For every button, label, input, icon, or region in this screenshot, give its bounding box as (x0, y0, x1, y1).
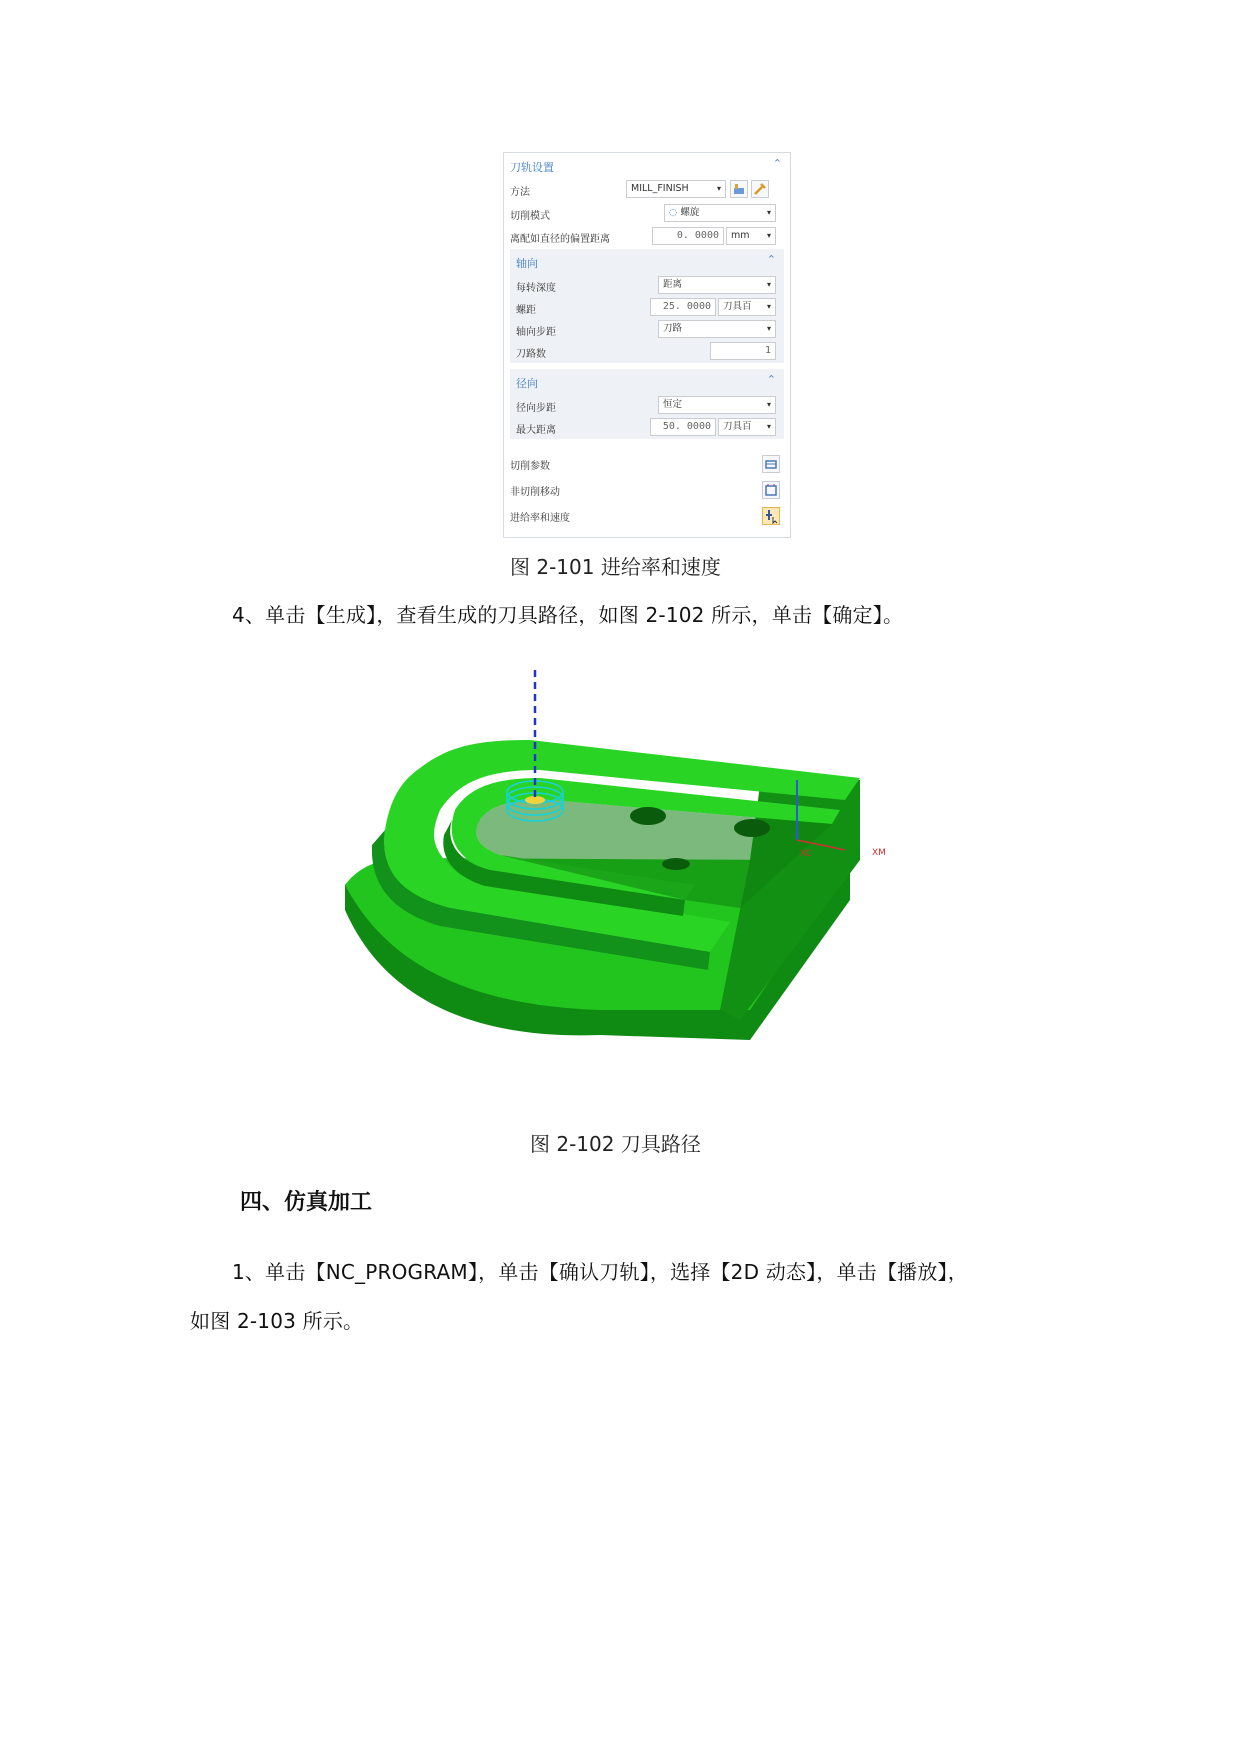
depth-per-cut-row (510, 275, 784, 297)
wrench-icon (752, 181, 768, 197)
feeds-speeds-icon (763, 508, 779, 524)
pitch-row (510, 297, 784, 319)
dropdown-arrow-icon: ▾ (766, 280, 771, 289)
tool-tip (525, 796, 545, 804)
axial-header[interactable] (510, 251, 784, 273)
num-passes-input[interactable]: 1 (710, 342, 776, 360)
method-label: 方法 (510, 187, 530, 198)
cutting-params-row (504, 453, 790, 475)
figure-2-102-caption: 图 2-102 刀具路径 (530, 1132, 701, 1156)
hole (630, 807, 666, 825)
offset-input[interactable]: 0. 0000 (652, 227, 724, 245)
axial-step-value: 刀路 (663, 323, 683, 334)
chevron-up-icon[interactable]: ⌃ (772, 157, 782, 170)
cutting-params-button[interactable] (762, 455, 780, 473)
axial-step-label: 轴向步距 (516, 327, 556, 338)
panel-header[interactable] (504, 155, 790, 177)
offset-label: 离配如直径的偏置距离 (510, 234, 610, 245)
num-passes-row (510, 341, 784, 363)
figure-2-101-caption: 图 2-101 进给率和速度 (510, 555, 721, 579)
pitch-unit-select[interactable] (718, 298, 776, 316)
max-distance-row (510, 417, 784, 439)
pitch-input[interactable]: 25. 0000 (650, 298, 716, 316)
cut-mode-select[interactable] (664, 204, 776, 222)
edit-method-button[interactable] (730, 180, 748, 198)
factory-icon (731, 181, 747, 197)
section-4-heading: 四、仿真加工 (240, 1190, 373, 1215)
axis-x-label: XC (800, 849, 812, 859)
offset-unit-select[interactable] (726, 227, 776, 245)
max-distance-unit: 刀具百 (723, 421, 752, 432)
step-1-line-1: 1、单击【NC_PROGRAM】，单击【确认刀轨】，选择【2D 动态】，单击【播放】， (232, 1260, 968, 1284)
max-distance-label: 最大距离 (516, 425, 556, 436)
axial-step-row (510, 319, 784, 341)
feeds-speeds-row (504, 505, 790, 527)
non-cutting-label: 非切削移动 (510, 487, 560, 498)
tool-path-model-view (340, 660, 900, 1050)
method-row (504, 179, 790, 201)
feeds-speeds-button[interactable] (762, 507, 780, 525)
cut-mode-value: 螺旋 (680, 207, 700, 218)
cutting-params-icon (763, 456, 779, 472)
hole (734, 819, 770, 837)
radial-step-value: 恒定 (663, 399, 683, 410)
num-passes-label: 刀路数 (516, 349, 546, 360)
depth-per-cut-select[interactable] (658, 276, 776, 294)
spiral-icon: ◌ (669, 207, 678, 218)
radial-header[interactable] (510, 371, 784, 393)
radial-header-label: 径向 (516, 377, 538, 390)
method-value: MILL_FINISH (631, 183, 689, 194)
dropdown-arrow-icon: ▾ (766, 422, 771, 431)
panel-header-label: 刀轨设置 (510, 161, 554, 174)
non-cutting-icon (763, 482, 779, 498)
hole (662, 858, 690, 870)
offset-unit: mm (731, 230, 750, 241)
dropdown-arrow-icon: ▾ (766, 324, 771, 333)
max-distance-unit-select[interactable] (718, 418, 776, 436)
cut-mode-row (504, 203, 790, 225)
axis-x2-label: XM (872, 848, 886, 858)
non-cutting-row (504, 479, 790, 501)
pitch-unit: 刀具百 (723, 301, 752, 312)
tool-wrench-button[interactable] (751, 180, 769, 198)
depth-per-cut-label: 每转深度 (516, 283, 556, 294)
axial-group (510, 249, 784, 363)
tool-path-settings-panel (503, 152, 791, 538)
max-distance-input[interactable]: 50. 0000 (650, 418, 716, 436)
radial-step-select[interactable] (658, 396, 776, 414)
dropdown-arrow-icon: ▾ (766, 400, 771, 409)
pitch-label: 螺距 (516, 305, 536, 316)
cutting-params-label: 切削参数 (510, 461, 550, 472)
method-select[interactable] (626, 180, 726, 198)
non-cutting-button[interactable] (762, 481, 780, 499)
radial-step-label: 径向步距 (516, 403, 556, 414)
step-4-paragraph: 4、单击【生成】，查看生成的刀具路径，如图 2-102 所示，单击【确定】。 (232, 603, 904, 627)
dropdown-arrow-icon: ▾ (766, 231, 771, 240)
chevron-up-icon[interactable]: ⌃ (766, 373, 776, 386)
radial-group (510, 369, 784, 439)
axial-step-select[interactable] (658, 320, 776, 338)
radial-step-row (510, 395, 784, 417)
chevron-up-icon[interactable]: ⌃ (766, 253, 776, 266)
dropdown-arrow-icon: ▾ (766, 302, 771, 311)
feeds-speeds-label: 进给率和速度 (510, 513, 570, 524)
dropdown-arrow-icon: ▾ (716, 184, 721, 193)
offset-row (504, 226, 790, 248)
dropdown-arrow-icon: ▾ (766, 208, 771, 217)
step-1-line-2: 如图 2-103 所示。 (190, 1309, 364, 1333)
depth-per-cut-value: 距离 (663, 279, 683, 290)
axial-header-label: 轴向 (516, 257, 538, 270)
cut-mode-label: 切削模式 (510, 211, 550, 222)
